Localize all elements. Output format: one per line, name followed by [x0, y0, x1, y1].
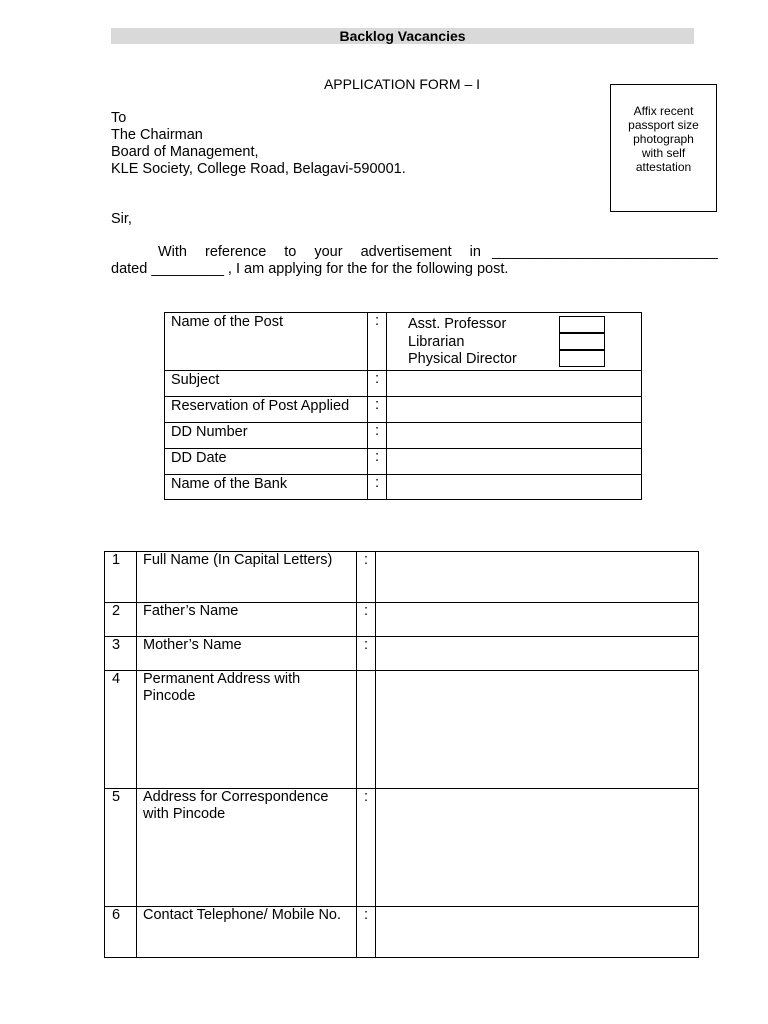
- table-row: [165, 313, 642, 371]
- row-number: 1: [105, 552, 137, 603]
- bank-name-field[interactable]: [387, 475, 642, 500]
- salutation: Sir,: [111, 211, 132, 227]
- table-row: [105, 603, 699, 637]
- field-label: DD Date: [165, 449, 368, 475]
- photo-box: [610, 84, 717, 212]
- colon: [357, 671, 376, 789]
- form-title: APPLICATION FORM – I: [323, 76, 481, 92]
- colon: :: [357, 789, 376, 907]
- address-line: Board of Management,: [111, 144, 259, 160]
- contact-number-field[interactable]: [376, 907, 699, 958]
- colon: :: [368, 475, 387, 500]
- photo-box-line: attestation: [635, 160, 692, 174]
- librarian-checkbox[interactable]: [559, 333, 605, 350]
- post-option-label: Asst. Professor: [408, 316, 507, 332]
- reference-word: in: [469, 244, 481, 260]
- advertisement-blank[interactable]: ____________________________: [491, 244, 718, 260]
- row-number: 2: [105, 603, 137, 637]
- reference-word: With: [158, 244, 187, 260]
- row-number: 3: [105, 637, 137, 671]
- post-option-label: Librarian: [408, 333, 465, 350]
- reservation-field[interactable]: [387, 397, 642, 423]
- row-number: 4: [105, 671, 137, 789]
- full-name-field[interactable]: [376, 552, 699, 603]
- row-number: 6: [105, 907, 137, 958]
- personal-details-table: [104, 551, 699, 958]
- field-label: Permanent Address with Pincode: [137, 671, 357, 789]
- colon: :: [368, 449, 387, 475]
- reference-word: advertisement: [360, 244, 452, 260]
- document-header: Backlog Vacancies: [111, 28, 694, 44]
- field-label: Father’s Name: [137, 603, 357, 637]
- field-label: DD Number: [165, 423, 368, 449]
- field-label: Name of the Bank: [165, 475, 368, 500]
- photo-box-line: photograph: [633, 132, 694, 146]
- mothers-name-field[interactable]: [376, 637, 699, 671]
- address-line: The Chairman: [111, 127, 203, 143]
- colon: :: [357, 552, 376, 603]
- reference-line: [111, 244, 718, 260]
- table-row: [105, 637, 699, 671]
- table-row: [165, 449, 642, 475]
- colon: :: [368, 423, 387, 449]
- table-row: [105, 789, 699, 907]
- table-row: [165, 397, 642, 423]
- addressee-block: [111, 110, 406, 178]
- post-details-table: [164, 312, 642, 500]
- photo-box-line: Affix recent: [633, 104, 694, 118]
- physical-director-checkbox[interactable]: [559, 350, 605, 367]
- permanent-address-field[interactable]: [376, 671, 699, 789]
- colon: :: [368, 313, 387, 371]
- field-label: Address for Correspondence with Pincode: [137, 789, 357, 907]
- colon: :: [357, 637, 376, 671]
- table-row: [105, 907, 699, 958]
- address-line: To: [111, 110, 127, 126]
- post-options: [387, 313, 642, 371]
- field-label: Subject: [165, 371, 368, 397]
- reference-word: your: [314, 244, 343, 260]
- correspondence-address-field[interactable]: [376, 789, 699, 907]
- post-name-label: Name of the Post: [165, 313, 368, 371]
- reference-word: reference: [205, 244, 267, 260]
- table-row: [165, 475, 642, 500]
- address-line: KLE Society, College Road, Belagavi-590001.: [111, 161, 406, 177]
- photo-box-line: with self: [641, 146, 686, 160]
- table-row: [165, 371, 642, 397]
- colon: :: [357, 907, 376, 958]
- subject-field[interactable]: [387, 371, 642, 397]
- field-label: Mother’s Name: [137, 637, 357, 671]
- dd-number-field[interactable]: [387, 423, 642, 449]
- table-row: [165, 423, 642, 449]
- colon: :: [368, 397, 387, 423]
- table-row: [105, 552, 699, 603]
- fathers-name-field[interactable]: [376, 603, 699, 637]
- reference-word: to: [284, 244, 297, 260]
- table-row: [105, 671, 699, 789]
- field-label: Full Name (In Capital Letters): [137, 552, 357, 603]
- dd-date-field[interactable]: [387, 449, 642, 475]
- post-option-label: Physical Director: [408, 351, 517, 367]
- reference-line-dated: dated _________ , I am applying for the for the following post.: [111, 261, 509, 277]
- asst-professor-checkbox[interactable]: [559, 316, 605, 333]
- row-number: 5: [105, 789, 137, 907]
- field-label: Reservation of Post Applied: [165, 397, 368, 423]
- field-label: Contact Telephone/ Mobile No.: [137, 907, 357, 958]
- colon: :: [368, 371, 387, 397]
- photo-box-line: passport size: [628, 118, 699, 132]
- colon: :: [357, 603, 376, 637]
